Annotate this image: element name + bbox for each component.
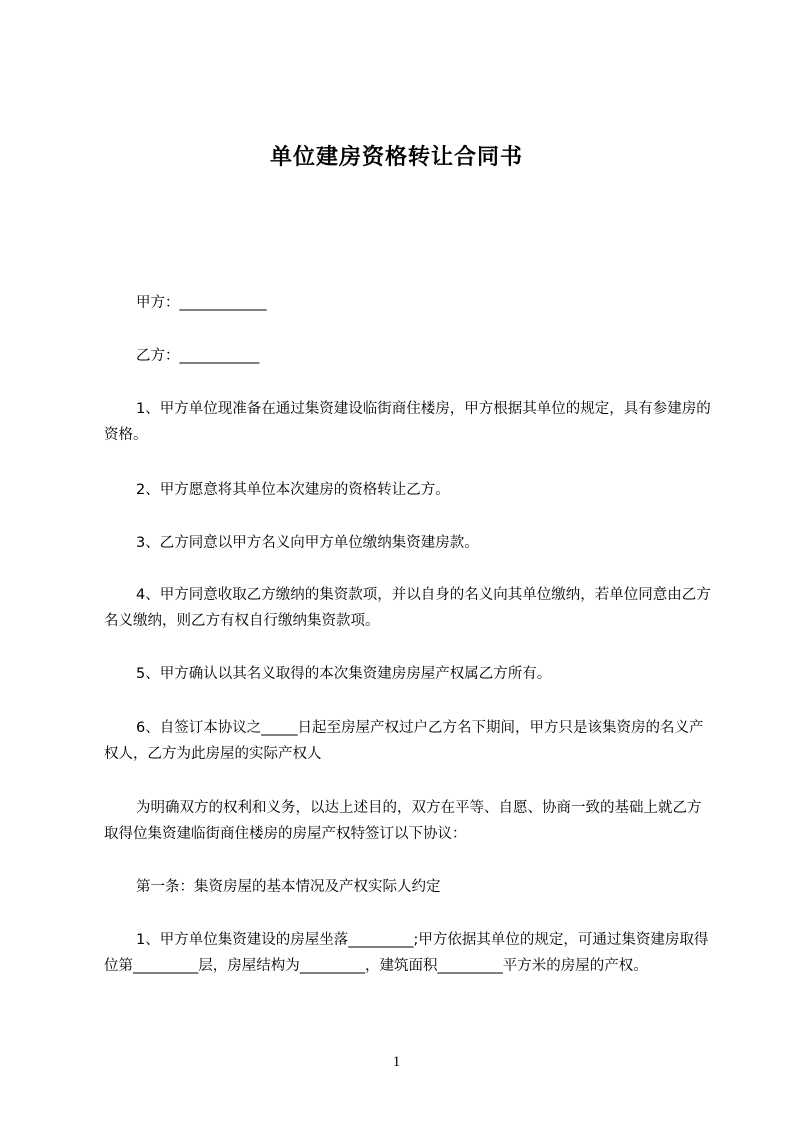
- clause-5: 5、甲方确认以其名义取得的本次集资建房房屋产权属乙方所有。: [136, 666, 552, 682]
- document-title: 单位建房资格转让合同书: [269, 145, 523, 170]
- page-number: 1: [392, 1054, 401, 1070]
- clause-2: 2、甲方愿意将其单位本次建房的资格转让乙方。: [136, 482, 450, 498]
- clause-6: 6、自签订本协议之_____日起至房屋产权过户乙方名下期间，甲方只是该集资房的名义产权人，乙方为此房屋的实际产权人: [104, 720, 704, 762]
- clause-3: 3、乙方同意以甲方名义向甲方单位缴纳集资建房款。: [136, 535, 479, 551]
- clause-4: 4、甲方同意收取乙方缴纳的集资款项，并以自身的名义向其单位缴纳，若单位同意由乙方名义缴纳，则乙方有权自行缴纳集资款项。: [104, 587, 711, 629]
- article-1-heading: 第一条：集资房屋的基本情况及产权实际人约定: [136, 879, 441, 895]
- party-b-line: 乙方：___________: [136, 348, 260, 364]
- preamble-paragraph: 为明确双方的权利和义务，以达上述目的，双方在平等、自愿、协商一致的基础上就乙方取得位集资建临街商住楼房的房屋产权特签订以下协议：: [104, 800, 702, 842]
- clause-1: 1、甲方单位现准备在通过集资建设临街商住楼房，甲方根据其单位的规定，具有参建房的资格。: [104, 401, 711, 443]
- party-a-line: 甲方：____________: [136, 295, 267, 311]
- article-1-clause-1: 1、甲方单位集资建设的房屋坐落_________;甲方依据其单位的规定，可通过集资建房取得位第_________层，房屋结构为_________，建筑面积_________平方米的房屋的产权。: [104, 932, 709, 974]
